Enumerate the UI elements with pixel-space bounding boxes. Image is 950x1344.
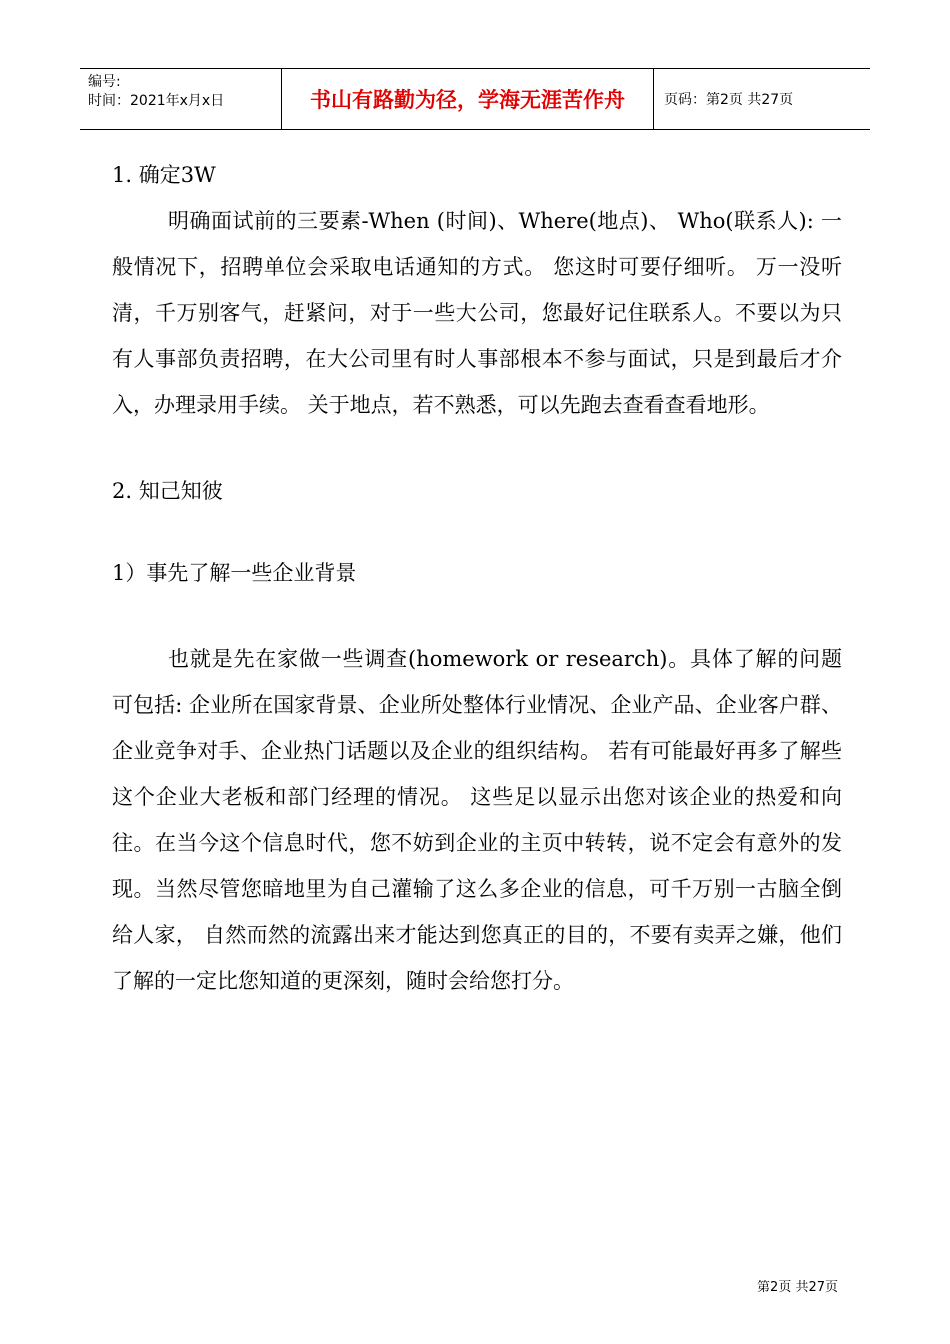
header-page-info: 页码：第2页 共27页 xyxy=(664,92,794,108)
document-body xyxy=(112,152,842,1004)
section-2-paragraph: 也就是先在家做一些调查(homework or research)。具体了解的问题可包括: 企业所在国家背景、企业所处整体行业情况、企业产品、企业客户群、企业竞争对手、企业热门话题以及企业的组织结构。 若有可能最好再多了解些这个企业大老板和部门经理的情况。 这些足以显示出您对该企业的热爱和向往。在当今这个信息时代，您不妨到企业的主页中转转，说不定会有意外的发现。当然尽管您暗地里为自己灌输了这么多企业的信息，可千万别一古脑全倒给人家， 自然而然的流露出来才能达到您真正的目的，不要有卖弄之嫌，他们了解的一定比您知道的更深刻，随时会给您打分。 xyxy=(112,647,842,993)
header-motto: 书山有路勤为径，学海无涯苦作舟 xyxy=(282,69,654,129)
page-header xyxy=(80,68,870,130)
section-2-subtitle: 1）事先了解一些企业背景 xyxy=(112,561,357,585)
section-1-paragraph: 明确面试前的三要素-When (时间)、Where(地点)、 Who(联系人): 一般情况下，招聘单位会采取电话通知的方式。 您这时可要仔细听。 万一没听清，千万别客气，赶紧问，对于一些大公司，您最好记住联系人。不要以为只有人事部负责招聘，在大公司里有时人事部根本不参与面试，只是到最后才介入，办理录用手续。 关于地点，若不熟悉，可以先跑去查看查看地形。 xyxy=(112,209,842,417)
page-footer: 第2页 共27页 xyxy=(757,1280,838,1295)
header-meta xyxy=(80,69,282,129)
section-1-title: 1. 确定3W xyxy=(112,163,216,187)
section-2-title: 2. 知己知彼 xyxy=(112,479,223,503)
serial-number-label: 编号: xyxy=(88,74,121,90)
date-label: 时间：2021年x月x日 xyxy=(88,93,225,109)
